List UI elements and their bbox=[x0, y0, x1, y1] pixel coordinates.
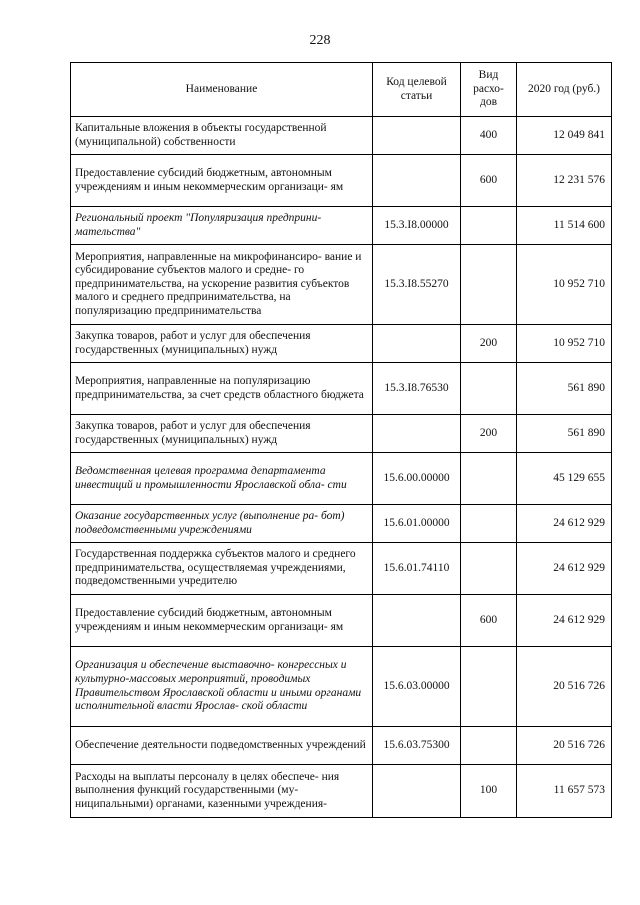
row-sum-cell: 20 516 726 bbox=[517, 647, 612, 727]
row-sum-cell: 45 129 655 bbox=[517, 453, 612, 505]
row-code-cell bbox=[373, 595, 461, 647]
row-sum-cell: 11 514 600 bbox=[517, 207, 612, 245]
header-sum: 2020 год (руб.) bbox=[517, 63, 612, 117]
row-code-cell: 15.6.03.00000 bbox=[373, 647, 461, 727]
row-code-cell: 15.3.I8.00000 bbox=[373, 207, 461, 245]
header-code: Код целевой статьи bbox=[373, 63, 461, 117]
row-code-cell bbox=[373, 415, 461, 453]
row-name-cell: Ведомственная целевая программа департамента инвестиций и промышленности Ярославской обла- сти bbox=[71, 453, 373, 505]
header-row bbox=[71, 63, 612, 117]
table-row bbox=[71, 727, 612, 765]
table-row bbox=[71, 155, 612, 207]
row-code-cell bbox=[373, 117, 461, 155]
row-name-cell: Обеспечение деятельности подведомственных учреждений bbox=[71, 727, 373, 765]
table-row bbox=[71, 363, 612, 415]
row-type-cell bbox=[461, 505, 517, 543]
row-code-cell: 15.3.I8.76530 bbox=[373, 363, 461, 415]
row-type-cell: 200 bbox=[461, 325, 517, 363]
row-name-cell: Мероприятия, направленные на микрофинансиро- вание и субсидирование субъектов малого и средне- го предпринимательства, на ускорение развития субъектов малого и среднего предпринимательства, на популяризацию предпринимательства bbox=[71, 245, 373, 325]
row-name-cell: Закупка товаров, работ и услуг для обеспечения государственных (муниципальных) нужд bbox=[71, 415, 373, 453]
row-type-cell: 600 bbox=[461, 155, 517, 207]
row-code-cell bbox=[373, 325, 461, 363]
header-name: Наименование bbox=[71, 63, 373, 117]
row-name-cell: Закупка товаров, работ и услуг для обеспечения государственных (муниципальных) нужд bbox=[71, 325, 373, 363]
row-name-cell: Организация и обеспечение выставочно- конгрессных и культурно-массовых мероприятий, проводимых Правительством Ярославской области и иными органами исполнительной власти Ярослав- ской области bbox=[71, 647, 373, 727]
row-name-cell: Региональный проект "Популяризация предприни- мательства" bbox=[71, 207, 373, 245]
row-type-cell: 200 bbox=[461, 415, 517, 453]
table-header bbox=[71, 63, 612, 117]
table-row bbox=[71, 415, 612, 453]
row-name-cell: Государственная поддержка субъектов малого и среднего предпринимательства, осуществляемая учреждениями, подведомственными учредителю bbox=[71, 543, 373, 595]
row-type-cell bbox=[461, 727, 517, 765]
row-name-cell: Капитальные вложения в объекты государственной (муниципальной) собственности bbox=[71, 117, 373, 155]
row-name-cell: Расходы на выплаты персоналу в целях обеспече- ния выполнения функций государственными (му- ниципальными) органами, казенными учреждения- bbox=[71, 765, 373, 818]
table-row bbox=[71, 647, 612, 727]
row-code-cell: 15.6.00.00000 bbox=[373, 453, 461, 505]
row-type-cell bbox=[461, 363, 517, 415]
row-type-cell: 600 bbox=[461, 595, 517, 647]
row-type-cell bbox=[461, 543, 517, 595]
row-sum-cell: 24 612 929 bbox=[517, 505, 612, 543]
row-name-cell: Оказание государственных услуг (выполнение ра- бот) подведомственными учреждениями bbox=[71, 505, 373, 543]
row-name-cell: Предоставление субсидий бюджетным, автономным учреждениям и иным некоммерческим организаци- ям bbox=[71, 595, 373, 647]
row-sum-cell: 561 890 bbox=[517, 363, 612, 415]
row-type-cell bbox=[461, 647, 517, 727]
row-code-cell bbox=[373, 765, 461, 818]
row-name-cell: Мероприятия, направленные на популяризацию предпринимательства, за счет средств областного бюджета bbox=[71, 363, 373, 415]
row-code-cell bbox=[373, 155, 461, 207]
table-row bbox=[71, 543, 612, 595]
row-sum-cell: 24 612 929 bbox=[517, 595, 612, 647]
table-row bbox=[71, 765, 612, 818]
page-number: 228 bbox=[309, 33, 331, 48]
row-type-cell bbox=[461, 207, 517, 245]
table-body bbox=[71, 117, 612, 818]
row-sum-cell: 10 952 710 bbox=[517, 325, 612, 363]
row-code-cell: 15.6.01.74110 bbox=[373, 543, 461, 595]
row-sum-cell: 20 516 726 bbox=[517, 727, 612, 765]
table-row bbox=[71, 207, 612, 245]
row-type-cell: 100 bbox=[461, 765, 517, 818]
table-row bbox=[71, 595, 612, 647]
table-row bbox=[71, 505, 612, 543]
row-type-cell bbox=[461, 453, 517, 505]
row-sum-cell: 12 231 576 bbox=[517, 155, 612, 207]
table-row bbox=[71, 117, 612, 155]
row-code-cell: 15.6.03.75300 bbox=[373, 727, 461, 765]
header-type: Вид расхо- дов bbox=[461, 63, 517, 117]
row-sum-cell: 11 657 573 bbox=[517, 765, 612, 818]
row-type-cell bbox=[461, 245, 517, 325]
table-row bbox=[71, 245, 612, 325]
row-type-cell: 400 bbox=[461, 117, 517, 155]
budget-table bbox=[70, 62, 612, 818]
row-sum-cell: 10 952 710 bbox=[517, 245, 612, 325]
table-row bbox=[71, 325, 612, 363]
row-code-cell: 15.6.01.00000 bbox=[373, 505, 461, 543]
row-sum-cell: 12 049 841 bbox=[517, 117, 612, 155]
row-sum-cell: 24 612 929 bbox=[517, 543, 612, 595]
row-name-cell: Предоставление субсидий бюджетным, автономным учреждениям и иным некоммерческим организаци- ям bbox=[71, 155, 373, 207]
row-code-cell: 15.3.I8.55270 bbox=[373, 245, 461, 325]
row-sum-cell: 561 890 bbox=[517, 415, 612, 453]
table-row bbox=[71, 453, 612, 505]
